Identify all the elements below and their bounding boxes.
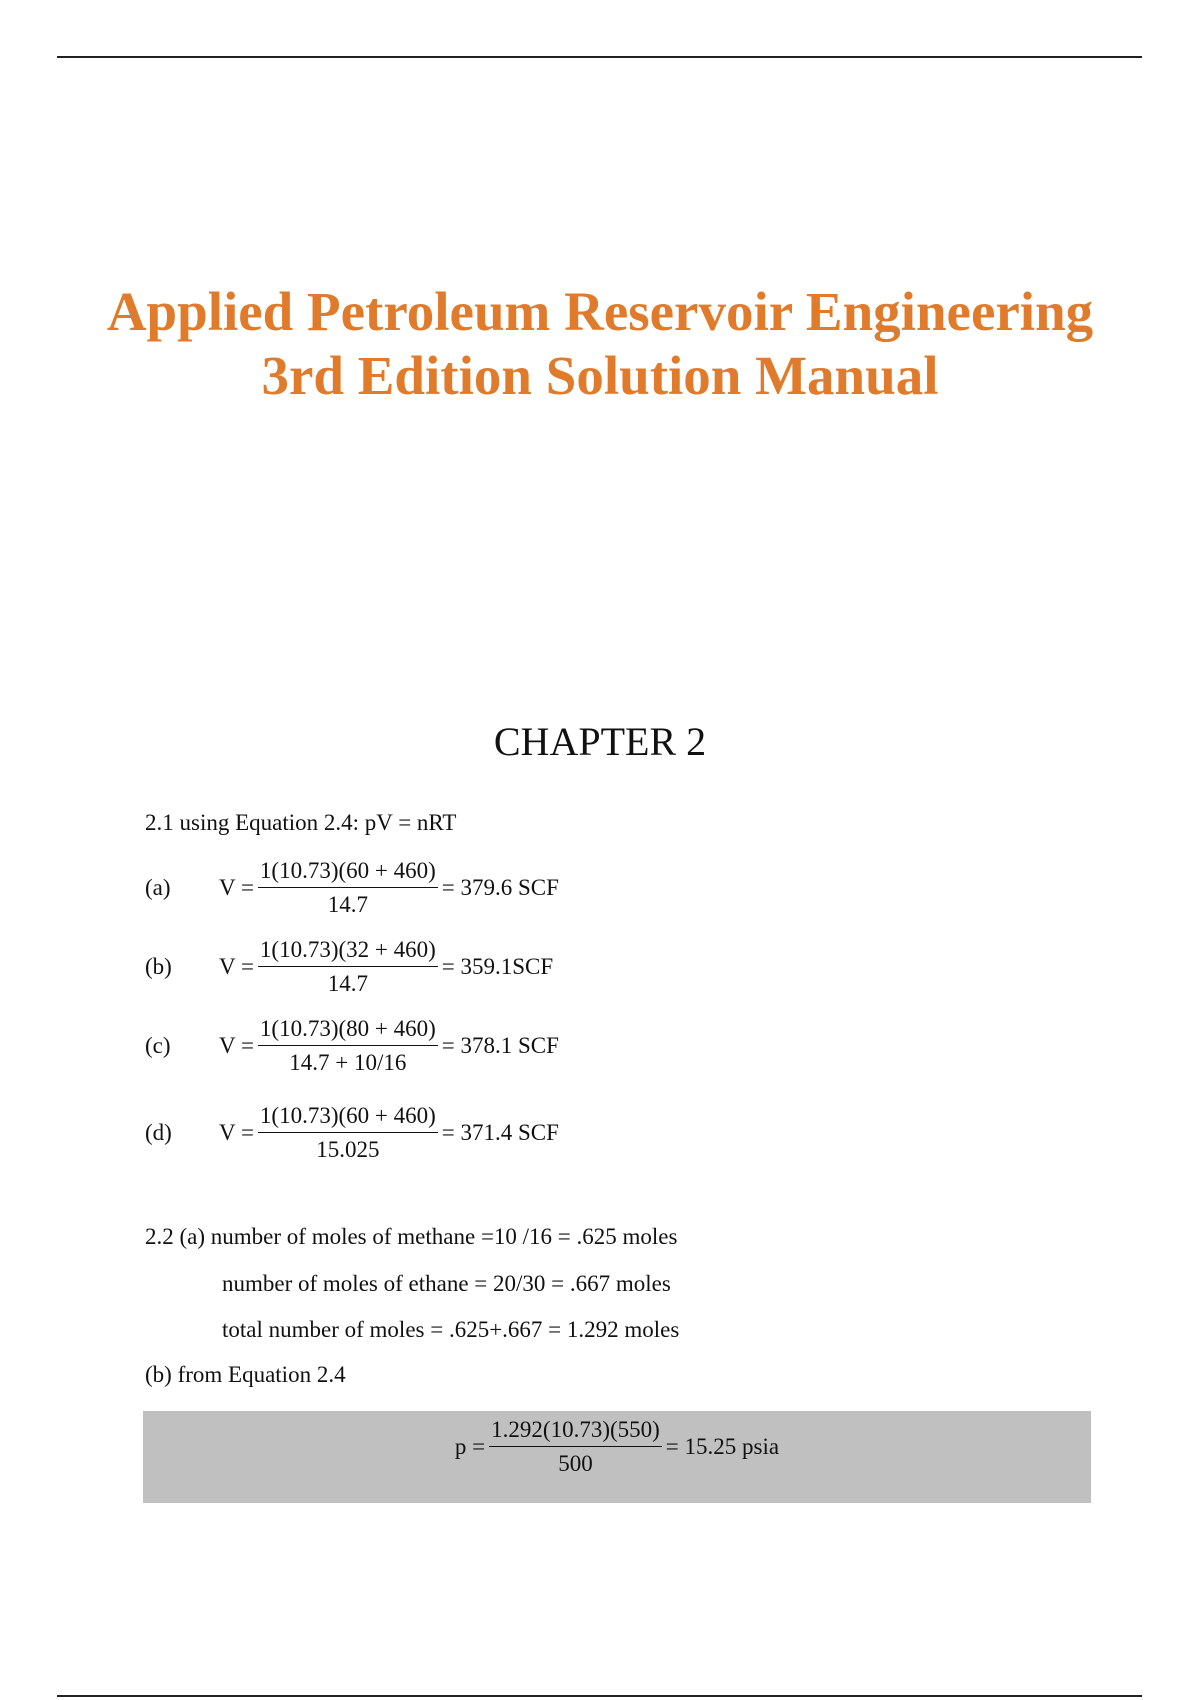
fraction [258,858,438,918]
equation-lhs: V = [219,954,254,979]
problem-2-2-b-intro: (b) from Equation 2.4 [145,1362,346,1387]
title-line-2: 3rd Edition Solution Manual [261,345,939,406]
numerator: 1(10.73)(60 + 460) [258,858,438,888]
chapter-heading: CHAPTER 2 [493,719,707,764]
equation-result: = 378.1 SCF [441,1033,559,1058]
problem-2-2-methane: 2.2 (a) number of moles of methane =10 /16 = .625 moles [145,1224,678,1249]
numerator: 1(10.73)(60 + 460) [258,1103,438,1133]
fraction [258,1016,438,1076]
bottom-rule [57,1695,1142,1697]
title-line-1: Applied Petroleum Reservoir Engineering [106,281,1094,342]
fraction [489,1417,662,1477]
equation-result: = 359.1SCF [441,954,554,979]
numerator: 1.292(10.73)(550) [489,1417,662,1447]
denominator: 14.7 [327,971,368,996]
top-rule [57,56,1142,58]
equation-label: (d) [145,1120,172,1145]
numerator: 1(10.73)(32 + 460) [258,937,438,967]
equation-lhs: V = [219,1120,254,1145]
problem-2-2-ethane: number of moles of ethane = 20/30 = .667 moles [222,1271,671,1296]
equation-result: = 15.25 psia [665,1434,780,1459]
denominator: 14.7 + 10/16 [289,1050,407,1075]
equation-2-1-c [145,1016,559,1076]
equation-2-1-b [145,937,553,997]
equation-label: (a) [145,875,171,900]
equation-2-2-b [143,1417,1091,1477]
denominator: 500 [558,1451,593,1476]
problem-2-1-intro: 2.1 using Equation 2.4: pV = nRT [145,810,457,835]
denominator: 15.025 [316,1137,380,1162]
equation-lhs: V = [219,875,254,900]
equation-label: (b) [145,954,172,979]
numerator: 1(10.73)(80 + 460) [258,1016,438,1046]
problem-2-2-total: total number of moles = .625+.667 = 1.292 moles [222,1317,680,1342]
equation-label: (c) [145,1033,171,1058]
equation-result: = 371.4 SCF [441,1120,559,1145]
fraction [258,1103,438,1163]
equation-result: = 379.6 SCF [441,875,559,900]
equation-lhs: p = [454,1434,486,1459]
equation-lhs: V = [219,1033,254,1058]
equation-2-1-a [145,858,559,918]
equation-2-1-d [145,1103,559,1163]
denominator: 14.7 [327,892,368,917]
fraction [258,937,438,997]
document-title [0,280,1200,408]
highlighted-equation-box [143,1411,1091,1503]
